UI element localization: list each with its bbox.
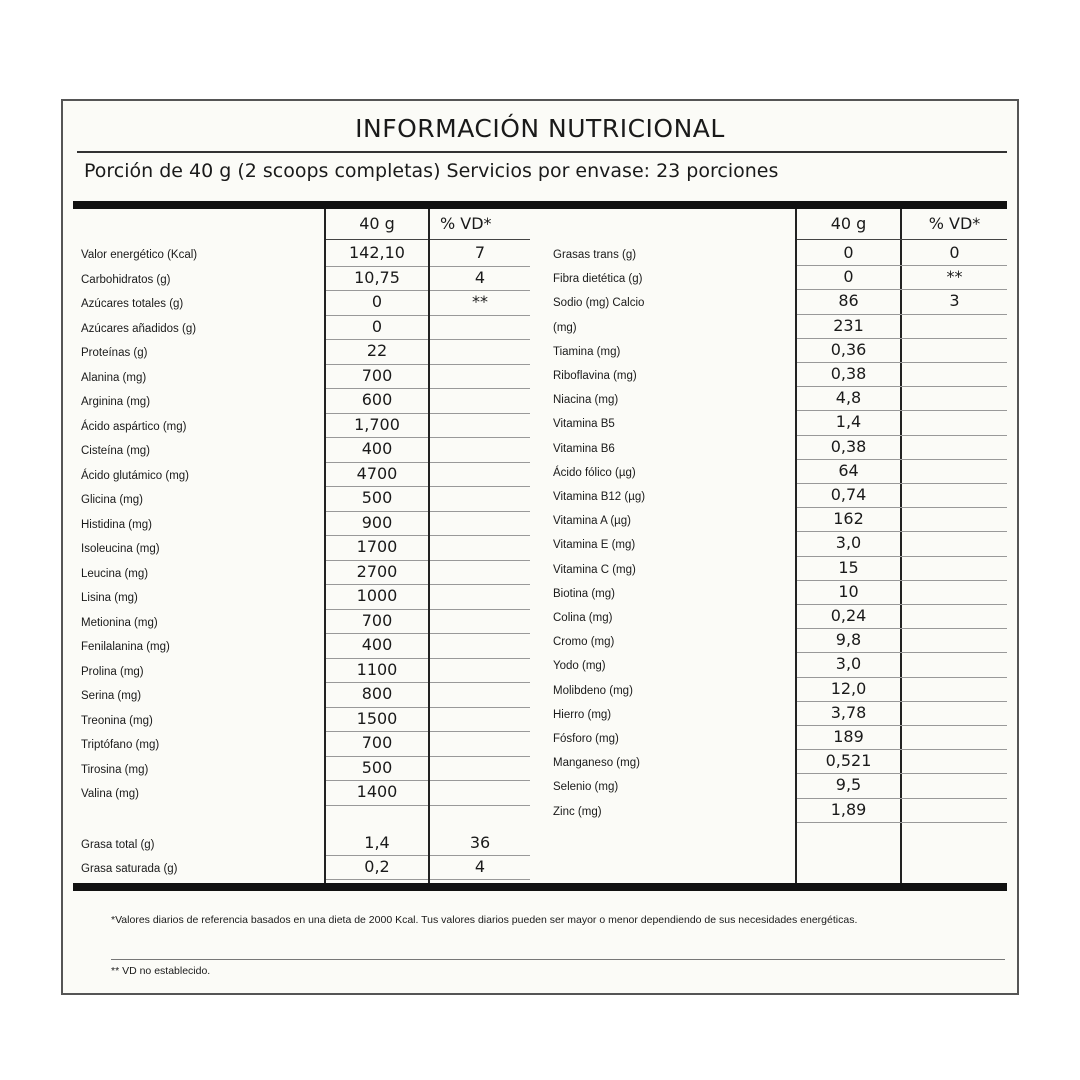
- row-divider: [797, 822, 1007, 823]
- row-divider: [797, 604, 1007, 605]
- nutrient-label: Vitamina C (mg): [553, 563, 636, 576]
- nutrient-label: Colina (mg): [553, 612, 613, 624]
- row-divider: [326, 855, 428, 856]
- row-divider: [797, 749, 1007, 750]
- nutrient-amount: 1100: [356, 659, 398, 679]
- row-divider: [797, 338, 1007, 339]
- nutrient-amount: 4700: [356, 463, 398, 483]
- left-dv-header: % VD*: [440, 214, 492, 233]
- row-divider: [797, 798, 1007, 799]
- nutrient-label: Riboflavina (mg): [553, 370, 637, 382]
- left-amount-header: 40 g: [359, 214, 395, 233]
- row-divider: [797, 289, 1007, 290]
- nutrient-label: Leucina (mg): [81, 567, 149, 580]
- nutrient-label: Niacina (mg): [553, 394, 619, 407]
- nutrient-label: Tirosina (mg): [81, 763, 149, 776]
- row-divider: [797, 652, 1007, 653]
- table-row: [0, 267, 1080, 291]
- table-row: [0, 243, 1080, 267]
- nutrient-label: Grasas trans (g): [553, 249, 637, 261]
- nutrient-label: Valina (mg): [81, 788, 139, 800]
- nutrient-amount: 1700: [356, 537, 398, 556]
- nutrient-amount: 12,0: [830, 678, 867, 698]
- nutrient-amount: 0,24: [830, 606, 867, 625]
- row-divider: [797, 459, 1007, 460]
- table-row: [0, 461, 1080, 485]
- nutrient-daily-value: 4: [474, 857, 486, 876]
- table-row: [0, 654, 1080, 678]
- nutrient-label: Azúcares totales (g): [81, 298, 184, 310]
- table-row: [0, 364, 1080, 388]
- nutrient-label: Carbohidratos (g): [81, 273, 171, 286]
- nutrient-amount: 500: [361, 488, 393, 507]
- bottom-thick-divider: [73, 883, 1007, 891]
- nutrient-label: Manganeso (mg): [553, 757, 640, 770]
- nutrient-label: Glicina (mg): [81, 494, 143, 506]
- nutrient-amount: 9,5: [835, 775, 862, 795]
- row-divider: [797, 410, 1007, 411]
- nutrient-amount: 2700: [356, 561, 398, 581]
- nutrient-amount: 3,0: [835, 654, 862, 674]
- nutrient-amount: 1500: [356, 708, 398, 728]
- nutrient-amount: 10,75: [354, 267, 400, 287]
- nutrient-amount: 142,10: [349, 243, 405, 262]
- nutrient-label: Treonina (mg): [81, 714, 153, 727]
- row-divider: [797, 314, 1007, 315]
- nutrient-amount: 0,36: [830, 339, 867, 359]
- serving-info: Porción de 40 g (2 scoops completas) Servicios por envase: 23 porciones: [84, 160, 779, 182]
- nutrient-amount: 0: [371, 292, 383, 311]
- nutrient-label: (mg): [553, 321, 577, 334]
- nutrient-amount: 1,700: [354, 414, 400, 434]
- table-row: [0, 800, 1080, 824]
- row-divider: [797, 701, 1007, 702]
- right-dv-header: % VD*: [928, 214, 981, 233]
- nutrient-amount: 800: [361, 684, 393, 703]
- nutrient-label: Ácido fólico (µg): [553, 466, 636, 479]
- nutrient-label: Ácido aspártico (mg): [81, 420, 187, 433]
- nutrient-amount: 0,74: [830, 485, 867, 504]
- table-row: [0, 703, 1080, 727]
- nutrient-daily-value: **: [472, 292, 488, 311]
- nutrient-amount: 3,0: [835, 533, 862, 553]
- row-divider: [797, 265, 1007, 266]
- nutrient-amount: 0: [843, 267, 854, 287]
- nutrient-label: Histidina (mg): [81, 518, 152, 531]
- nutrient-amount: 400: [361, 439, 393, 458]
- nutrient-label: Sodio (mg) Calcio: [553, 297, 645, 310]
- row-divider: [797, 556, 1007, 557]
- nutrient-amount: 0,2: [364, 857, 390, 876]
- nutrient-label: Vitamina E (mg): [553, 539, 636, 552]
- nutrient-daily-value: 4: [474, 267, 486, 287]
- table-row: [0, 582, 1080, 606]
- nutrient-amount: 0,38: [830, 436, 867, 456]
- title-divider: [77, 151, 1007, 153]
- row-divider: [797, 677, 1007, 678]
- nutrient-label: Selenio (mg): [553, 781, 619, 794]
- row-divider: [797, 773, 1007, 774]
- table-row: [0, 606, 1080, 630]
- nutrient-amount: 0: [843, 243, 854, 262]
- nutrient-daily-value: 36: [469, 833, 491, 852]
- nutrient-label: Prolina (mg): [81, 665, 144, 678]
- nutrient-label: Molibdeno (mg): [553, 684, 633, 697]
- row-divider: [797, 628, 1007, 629]
- nutrient-label: Alanina (mg): [81, 371, 147, 384]
- row-divider: [797, 386, 1007, 387]
- table-row: [0, 316, 1080, 340]
- nutrient-label: Hierro (mg): [553, 708, 612, 721]
- table-row: [0, 437, 1080, 461]
- nutrient-label: Fósforo (mg): [553, 733, 619, 745]
- footnote-dv-not-established: ** VD no establecido.: [111, 965, 211, 977]
- nutrient-amount: 86: [838, 291, 859, 311]
- nutrient-amount: 231: [833, 315, 864, 335]
- right-amount-header: 40 g: [830, 214, 867, 233]
- nutrient-label: Cromo (mg): [553, 636, 615, 649]
- table-row: [0, 630, 1080, 654]
- row-divider: [326, 879, 428, 880]
- nutrient-amount: 15: [838, 557, 859, 577]
- nutrient-label: Isoleucina (mg): [81, 543, 160, 555]
- nutrient-amount: 22: [366, 341, 388, 360]
- table-row: [0, 679, 1080, 703]
- nutrient-amount: 700: [361, 733, 393, 752]
- nutrient-label: Fenilalanina (mg): [81, 641, 170, 653]
- nutrient-label: Proteínas (g): [81, 347, 148, 359]
- row-divider: [430, 879, 530, 880]
- table-row: [0, 533, 1080, 557]
- footnote-divider: [111, 959, 1005, 960]
- nutrient-label: Vitamina B12 (µg): [553, 491, 646, 503]
- nutrient-label: Vitamina B6: [553, 442, 615, 455]
- page-title: INFORMACIÓN NUTRICIONAL: [355, 114, 725, 143]
- table-row: [0, 751, 1080, 775]
- row-divider: [797, 531, 1007, 532]
- nutrient-label: Biotina (mg): [553, 587, 615, 600]
- nutrient-amount: 1000: [356, 586, 398, 605]
- nutrient-label: Vitamina A (µg): [553, 515, 632, 528]
- row-divider: [797, 435, 1007, 436]
- nutrient-daily-value: **: [946, 267, 963, 287]
- header-rule: [430, 239, 530, 240]
- nutrient-amount: 1,89: [830, 799, 867, 819]
- table-row: [0, 340, 1080, 364]
- row-divider: [797, 580, 1007, 581]
- table-row: [0, 857, 1080, 881]
- nutrient-label: Valor energético (Kcal): [81, 249, 198, 261]
- table-row: [0, 388, 1080, 412]
- nutrient-amount: 64: [838, 460, 859, 480]
- nutrient-label: Fibra dietética (g): [553, 273, 643, 286]
- nutrient-amount: 1,4: [835, 412, 862, 432]
- table-row: [0, 412, 1080, 436]
- nutrient-amount: 1400: [356, 782, 398, 801]
- table-row: [0, 509, 1080, 533]
- table-row: [0, 775, 1080, 799]
- nutrient-amount: 0: [371, 316, 383, 336]
- nutrient-amount: 600: [361, 390, 393, 409]
- nutrient-daily-value: 7: [474, 243, 486, 262]
- nutrient-label: Azúcares añadidos (g): [81, 322, 197, 335]
- nutrient-amount: 900: [361, 512, 393, 532]
- row-divider: [797, 725, 1007, 726]
- header-rule: [797, 239, 1007, 240]
- row-divider: [797, 507, 1007, 508]
- nutrient-amount: 0,521: [825, 751, 872, 771]
- nutrient-label: Triptófano (mg): [81, 739, 160, 751]
- top-thick-divider: [73, 201, 1007, 209]
- nutrient-amount: 700: [361, 365, 393, 385]
- nutrient-amount: 3,78: [830, 702, 867, 722]
- nutrient-amount: 189: [833, 727, 864, 746]
- nutrient-label: Vitamina B5: [553, 418, 615, 431]
- nutrient-amount: 4,8: [835, 388, 862, 408]
- table-row: [0, 485, 1080, 509]
- row-divider: [797, 362, 1007, 363]
- table-row: [0, 558, 1080, 582]
- nutrient-amount: 0,38: [830, 364, 867, 383]
- nutrient-label: Ácido glutámico (mg): [81, 469, 190, 482]
- nutrient-daily-value: 3: [949, 291, 960, 311]
- nutrient-label: Cisteína (mg): [81, 445, 151, 457]
- nutrient-label: Serina (mg): [81, 690, 142, 702]
- row-divider: [430, 855, 530, 856]
- nutrient-label: Lisina (mg): [81, 592, 138, 604]
- nutrient-label: Yodo (mg): [553, 660, 606, 673]
- row-divider: [797, 483, 1007, 484]
- nutrient-amount: 10: [838, 581, 859, 601]
- nutrient-label: Arginina (mg): [81, 396, 151, 408]
- nutrient-amount: 400: [361, 635, 393, 654]
- nutrient-label: Grasa total (g): [81, 839, 155, 851]
- nutrient-label: Zinc (mg): [553, 805, 602, 818]
- nutrient-amount: 162: [833, 509, 864, 529]
- footnote-daily-values: *Valores diarios de referencia basados en una dieta de 2000 Kcal. Tus valores diarios pueden ser mayor o menor dependiendo de sus necesidades energéticas.: [111, 914, 858, 926]
- table-row: [0, 727, 1080, 751]
- table-row: [0, 833, 1080, 857]
- nutrient-label: Metionina (mg): [81, 616, 158, 629]
- nutrient-label: Tiamina (mg): [553, 345, 621, 358]
- table-row: [0, 291, 1080, 315]
- nutrient-label: Grasa saturada (g): [81, 863, 178, 875]
- header-rule: [326, 239, 428, 240]
- nutrient-amount: 700: [361, 610, 393, 630]
- nutrient-amount: 9,8: [835, 630, 862, 650]
- nutrient-amount: 500: [361, 757, 393, 777]
- nutrient-daily-value: 0: [949, 243, 960, 262]
- nutrient-amount: 1,4: [364, 833, 390, 852]
